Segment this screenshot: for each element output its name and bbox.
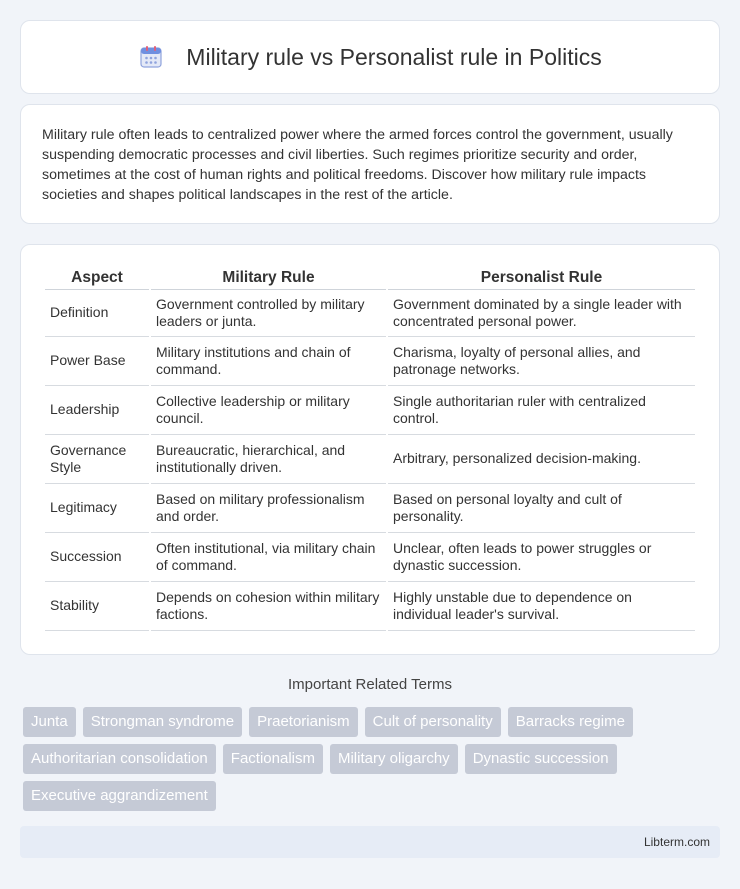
header-card [20,20,720,94]
related-term-tag[interactable]: Dynastic succession [465,744,617,774]
related-term-tag[interactable]: Strongman syndrome [83,707,242,737]
table-row [45,386,695,435]
related-term-tag[interactable]: Praetorianism [249,707,358,737]
cell-personalist: Arbitrary, personalized decision-making. [388,435,695,484]
intro-card [20,104,720,224]
cell-military: Military institutions and chain of command. [151,337,386,386]
cell-military: Depends on cohesion within military factions. [151,582,386,631]
header-aspect: Aspect [45,265,149,290]
cell-aspect: Succession [45,533,149,582]
table-row [45,533,695,582]
cell-personalist: Charisma, loyalty of personal allies, and patronage networks. [388,337,695,386]
table-header-row [45,265,695,290]
related-terms-list [23,707,703,818]
header-personalist-rule: Personalist Rule [388,265,695,290]
table-row [45,435,695,484]
cell-military: Often institutional, via military chain of command. [151,533,386,582]
cell-military: Bureaucratic, hierarchical, and institutionally driven. [151,435,386,484]
related-term-tag[interactable]: Junta [23,707,76,737]
cell-aspect: Stability [45,582,149,631]
related-term-tag[interactable]: Executive aggrandizement [23,781,216,811]
calendar-icon [138,44,164,70]
related-term-tag[interactable]: Cult of personality [365,707,501,737]
header-military-rule: Military Rule [151,265,386,290]
cell-aspect: Legitimacy [45,484,149,533]
cell-personalist: Unclear, often leads to power struggles or dynastic succession. [388,533,695,582]
footer [20,826,720,858]
related-term-tag[interactable]: Barracks regime [508,707,633,737]
table-row [45,290,695,337]
table-row [45,484,695,533]
cell-military: Government controlled by military leaders or junta. [151,290,386,337]
page-title: Military rule vs Personalist rule in Politics [186,43,602,70]
cell-aspect: Governance Style [45,435,149,484]
comparison-table [43,265,697,631]
cell-personalist: Highly unstable due to dependence on individual leader's survival. [388,582,695,631]
comparison-table-card [20,244,720,655]
related-term-tag[interactable]: Authoritarian consolidation [23,744,216,774]
intro-text: Military rule often leads to centralized power where the armed forces control the government, usually suspending democratic processes and civil liberties. Such regimes prioritize security and order, sometimes at the cost of human rights and political freedoms. Discover how military rule impacts societies and shapes political landscapes in the rest of the article. [42,127,673,203]
cell-aspect: Power Base [45,337,149,386]
cell-personalist: Based on personal loyalty and cult of personality. [388,484,695,533]
related-term-tag[interactable]: Factionalism [223,744,323,774]
cell-military: Based on military professionalism and order. [151,484,386,533]
table-row [45,582,695,631]
cell-personalist: Government dominated by a single leader with concentrated personal power. [388,290,695,337]
related-term-tag[interactable]: Military oligarchy [330,744,458,774]
related-terms-title: Important Related Terms [288,676,452,693]
cell-military: Collective leadership or military council. [151,386,386,435]
cell-aspect: Definition [45,290,149,337]
cell-personalist: Single authoritarian ruler with centralized control. [388,386,695,435]
table-row [45,337,695,386]
cell-aspect: Leadership [45,386,149,435]
footer-site-link[interactable]: Libterm.com [643,835,710,849]
